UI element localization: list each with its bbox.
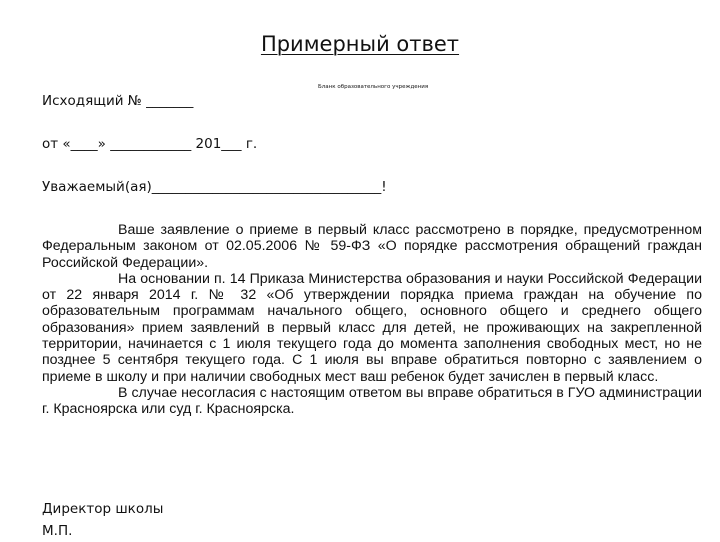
signature-title: Директор школы: [42, 501, 164, 517]
letter-body: [42, 222, 702, 418]
paragraph-application-reviewed: Ваше заявление о приеме в первый класс рассмотрено в порядке, предусмотренном Федеральным законом от 02.05.2006 № 59-ФЗ «О порядке рассмотрения обращений граждан Российской Федерации».: [42, 222, 702, 271]
paragraph-appeal: В случае несогласия с настоящим ответом вы вправе обратиться в ГУО администрации г. Красноярска или суд г. Красноярска.: [42, 384, 702, 418]
seal-mark: М.П.: [42, 523, 73, 539]
signature-block: [42, 498, 163, 542]
document-title: Примерный ответ: [260, 32, 460, 56]
outgoing-number-line: Исходящий № _______: [42, 93, 194, 109]
letterhead-note: Бланк образовательного учреждения: [318, 84, 429, 90]
date-line: от «____» ____________ 201___ г.: [42, 136, 258, 152]
greeting-line: Уважаемый(ая)__________________________________!: [42, 179, 387, 195]
paragraph-admission-rules: На основании п. 14 Приказа Министерства образования и науки Российской Федерации от 22 января 2014 г. № 32 «Об утверждении порядка приема граждан на обучение по образовательным программам начального общего, основного общего и среднего общего образования» прием заявлений в первый класс для детей, не проживающих на закрепленной территории, начинается с 1 июля текущего года до момента заполнения свободных мест, но не позднее 5 сентября текущего года. С 1 июля вы вправе обратиться повторно с заявлением о приеме в школу и при наличии свободных мест ваш ребенок будет зачислен в первый класс.: [42, 270, 702, 385]
